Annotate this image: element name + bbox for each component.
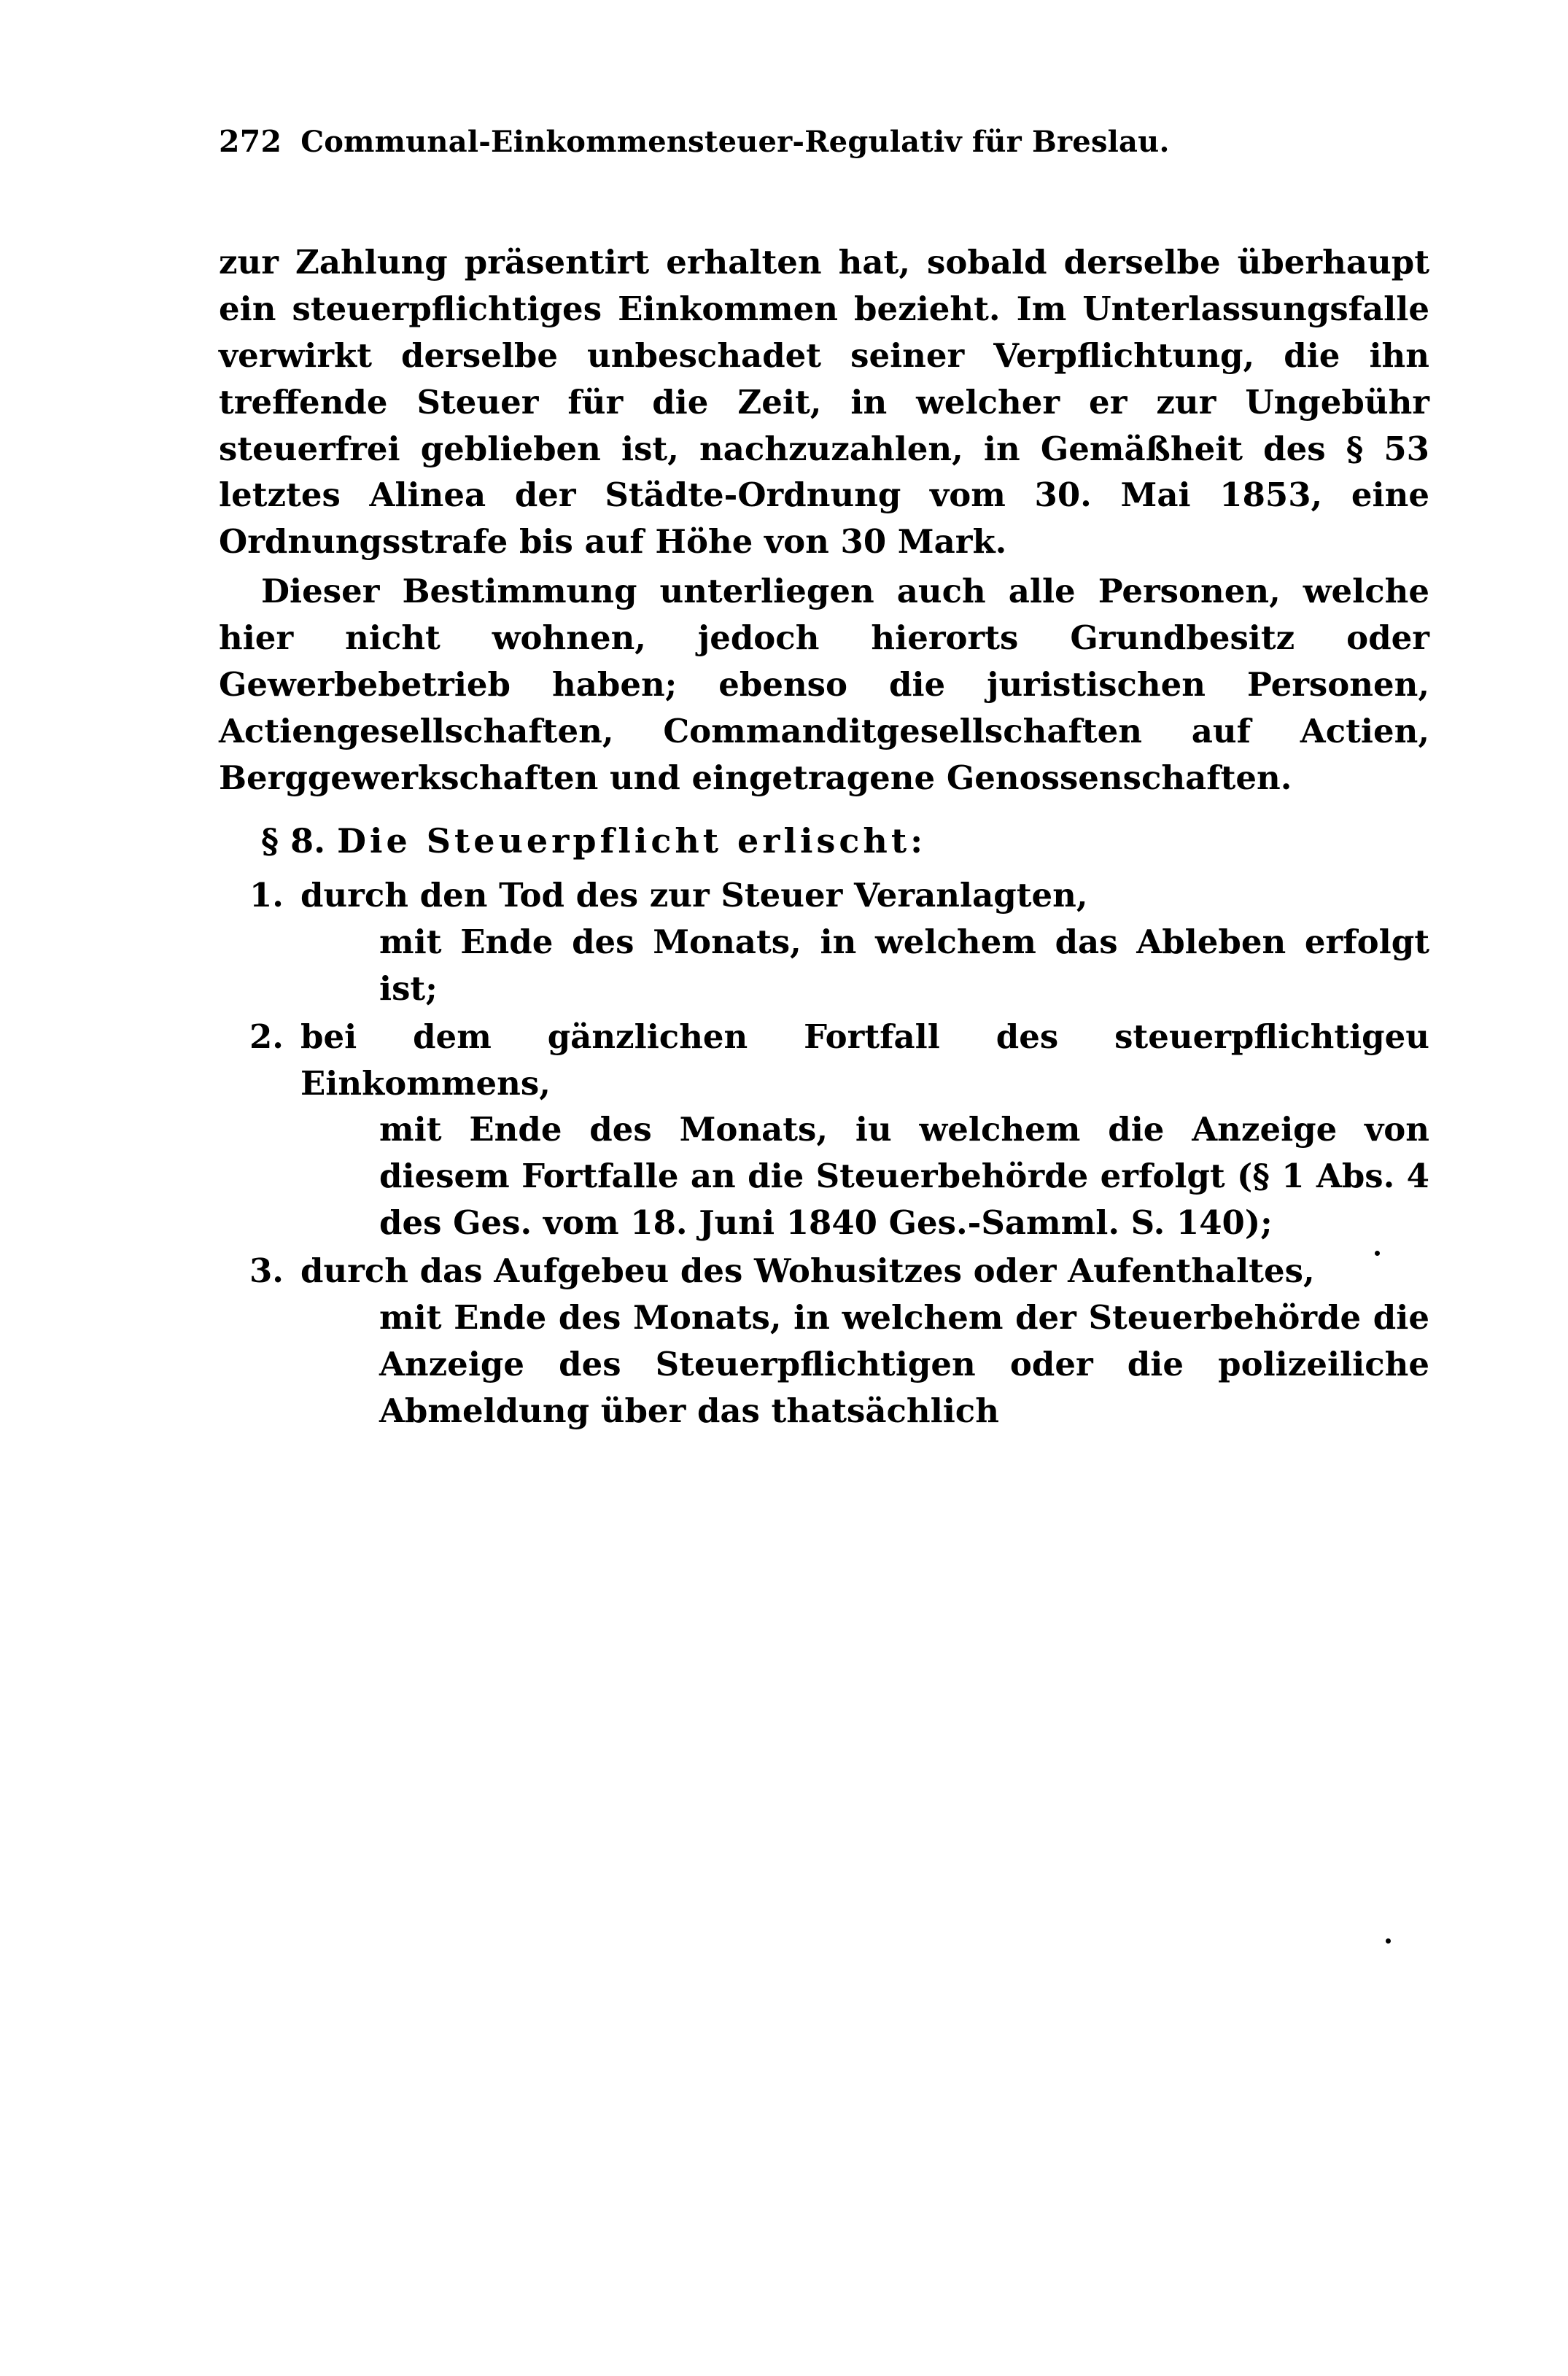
clause-sub-text: mit Ende des Monats, in welchem der Steuerbehörde die Anzeige des Steuerpflichtigen oder die polizeiliche Abmeldung über das thatsächlich [379,1298,1429,1430]
paragraph-second: Dieser Bestimmung unterliegen auch alle Personen, welche hier nicht wohnen, jedoch hierorts Grundbesitz oder Gewerbebetrieb haben; ebenso die juristischen Personen, Actiengesellschaften, Commanditgesellschaften auf Actien, Berggewerkschaften und eingetragene Genossenschaften. [219,572,1429,797]
clause-number: 2. [249,1017,284,1056]
ink-speck [1375,1251,1380,1256]
section-number: § 8. [261,820,326,861]
running-head-title: Communal-Einkommensteuer-Regulativ für Breslau. [300,125,1170,159]
ink-speck [1386,1938,1391,1944]
paragraph-continuation: zur Zahlung präsentirt erhalten hat, sobald derselbe überhaupt ein steuerpflichtiges Einkommen bezieht. Im Unterlassungsfalle verwirkt derselbe unbeschadet seiner Verpflichtung, die ihn treffende Steuer für die Zeit, in welcher er zur Ungebühr steuerfrei geblieben ist, nachzuzahlen, in Gemäßheit des § 53 letztes Alinea der Städte-Ordnung vom 30. Mai 1853, eine Ordnungsstrafe bis auf Höhe von 30 Mark. [219,243,1429,562]
list-item [219,1248,1429,1434]
body-text [219,239,1429,1434]
page-number: 272 [219,124,282,159]
clause-lead-text: bei dem gänzlichen Fortfall des steuerpflichtigeu Einkommens, [300,1017,1429,1103]
clause-list [219,872,1429,1434]
list-item [219,1014,1429,1246]
clause-lead-text: durch den Tod des zur Steuer Veranlagten, [300,876,1088,915]
clause-number: 3. [249,1251,284,1291]
clause-lead-text: durch das Aufgebeu des Wohusitzes oder Aufenthaltes, [300,1251,1315,1291]
clause-number: 1. [249,876,284,915]
running-head [219,124,1429,159]
section-title: Die Steuerpflicht erlischt: [337,820,927,861]
list-item [219,872,1429,1012]
clause-sub-text: mit Ende des Monats, iu welchem die Anzeige von diesem Fortfalle an die Steuerbehörde erfolgt (§ 1 Abs. 4 des Ges. vom 18. Juni 1840 Ges.-Samml. S. 140); [379,1110,1429,1243]
clause-sub-text: mit Ende des Monats, in welchem das Ableben erfolgt ist; [379,922,1429,1008]
section-heading [219,818,1429,865]
